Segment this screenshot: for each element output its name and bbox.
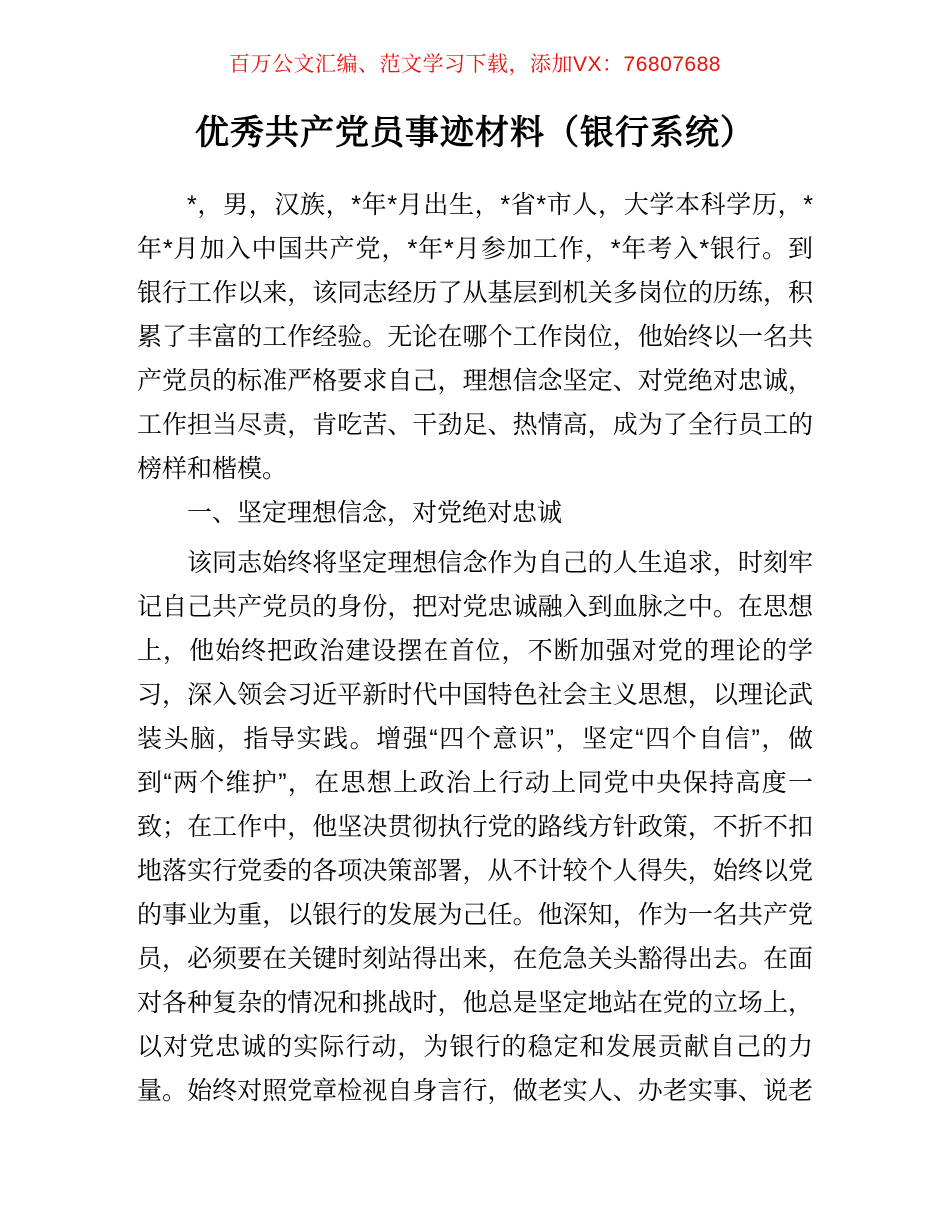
text-line: *，男，汉族，*年*月出生，*省*市人，大学本科学历，* bbox=[187, 191, 813, 219]
promo-banner: 百万公文汇编、范文学习下载，添加VX：76807688 bbox=[229, 53, 721, 76]
text-line: 装头脑，指导实践。增强“四个意识”，坚定“四个自信”，做 bbox=[137, 725, 813, 753]
text-line: 银行工作以来，该同志经历了从基层到机关多岗位的历练，积 bbox=[137, 279, 813, 307]
document-title: 优秀共产党员事迹材料（银行系统） bbox=[195, 114, 755, 152]
text-line: 年*月加入中国共产党，*年*月参加工作，*年考入*银行。到 bbox=[137, 235, 813, 263]
text-line: 的事业为重，以银行的发展为己任。他深知，作为一名共产党 bbox=[137, 901, 813, 929]
document-body bbox=[137, 183, 813, 1113]
text-line: 对各种复杂的情况和挑战时，他总是坚定地站在党的立场上， bbox=[137, 989, 813, 1017]
text-line: 量。始终对照党章检视自身言行，做老实人、办老实事、说老 bbox=[137, 1077, 813, 1105]
text-line: 工作担当尽责，肯吃苦、干劲足、热情高，成为了全行员工的 bbox=[137, 411, 813, 439]
text-line: 地落实行党委的各项决策部署，从不计较个人得失，始终以党 bbox=[137, 857, 813, 885]
text-line: 习，深入领会习近平新时代中国特色社会主义思想，以理论武 bbox=[137, 681, 813, 709]
section-heading-1: 一、坚定理想信念，对党绝对忠诚 bbox=[187, 499, 563, 527]
text-line: 累了丰富的工作经验。无论在哪个工作岗位，他始终以一名共 bbox=[137, 323, 813, 351]
text-line: 产党员的标准严格要求自己，理想信念坚定、对党绝对忠诚， bbox=[137, 367, 813, 395]
text-line: 该同志始终将坚定理想信念作为自己的人生追求，时刻牢 bbox=[187, 549, 813, 577]
text-line: 榜样和楷模。 bbox=[137, 455, 288, 483]
text-line: 员，必须要在关键时刻站得出来，在危急关头豁得出去。在面 bbox=[137, 945, 813, 973]
text-line: 致；在工作中，他坚决贯彻执行党的路线方针政策，不折不扣 bbox=[137, 813, 813, 841]
text-line: 上，他始终把政治建设摆在首位，不断加强对党的理论的学 bbox=[137, 637, 813, 665]
paragraph-intro bbox=[137, 183, 813, 491]
text-line: 以对党忠诚的实际行动，为银行的稳定和发展贡献自己的力 bbox=[137, 1033, 813, 1061]
text-line: 记自己共产党员的身份，把对党忠诚融入到血脉之中。在思想 bbox=[137, 593, 813, 621]
paragraph-section-1 bbox=[137, 541, 813, 1113]
text-line: 到“两个维护”，在思想上政治上行动上同党中央保持高度一 bbox=[137, 769, 813, 797]
